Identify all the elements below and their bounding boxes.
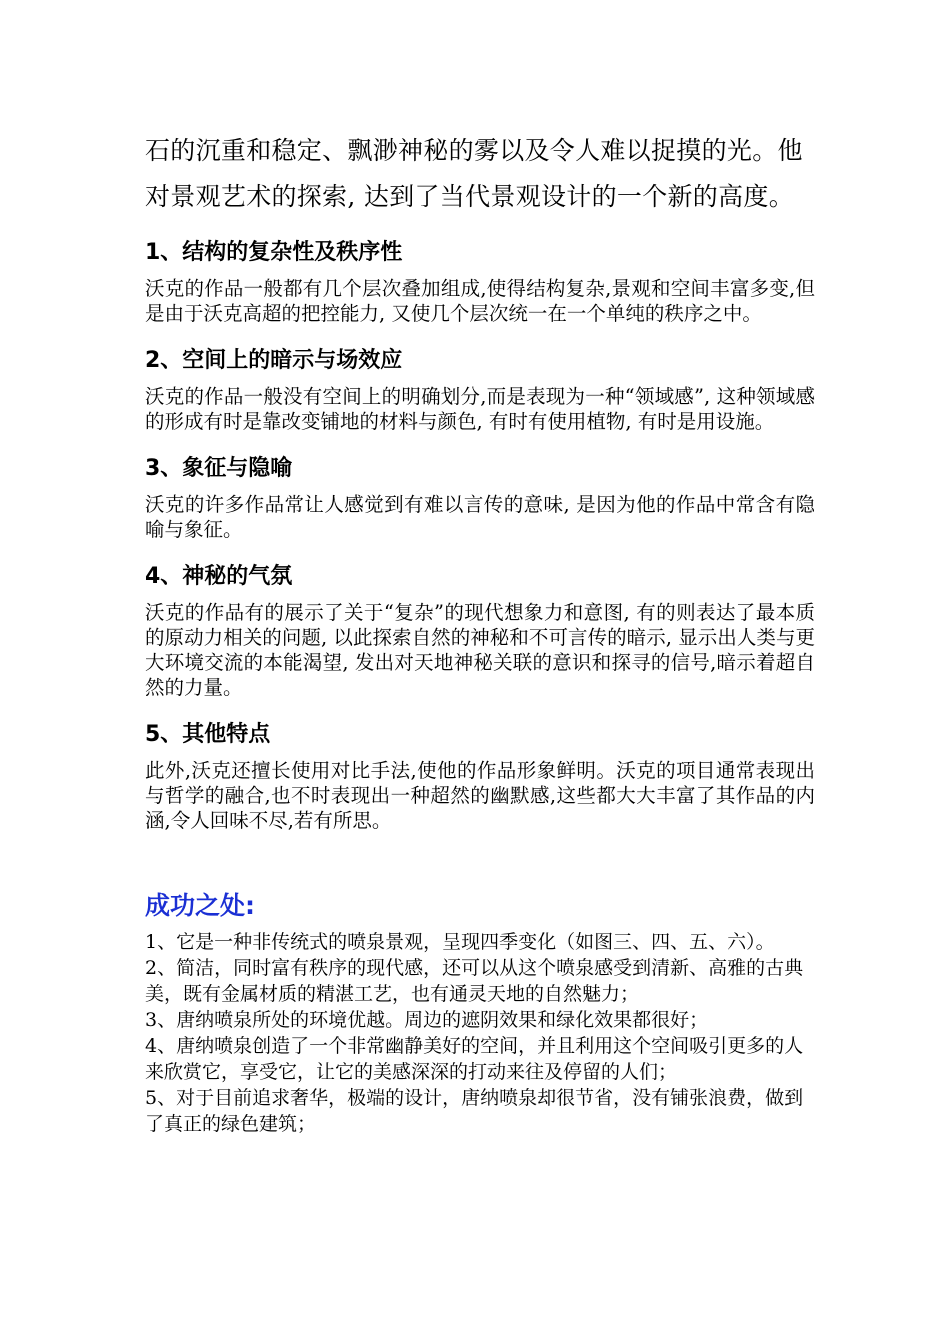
section-body: 此外,沃克还擅长使用对比手法,使他的作品形象鲜明。沃克的项目通常表现出与哲学的融合,也不时表现出一种超然的幽默感,这些都大大丰富了其作品的内涵,令人回味不尽,若有所思。 [145, 759, 815, 832]
document-page [145, 128, 815, 1137]
section-body: 沃克的许多作品常让人感觉到有难以言传的意味, 是因为他的作品中常含有隐喻与象征。 [145, 493, 815, 541]
section-heading: 1、结构的复杂性及秩序性 [145, 240, 403, 265]
section-body: 沃克的作品一般没有空间上的明确划分,而是表现为一种“领域感”, 这种领域感的形成有时是靠改变铺地的材料与颜色, 有时有使用植物, 有时是用设施。 [145, 385, 815, 433]
intro-line-1: 石的沉重和稳定、飘渺神秘的雾以及令人难以捉摸的光。他 [145, 136, 803, 165]
intro-paragraph [145, 128, 815, 220]
success-title: 成功之处: [145, 891, 255, 920]
success-item-1: 1、它是一种非传统式的喷泉景观，呈现四季变化（如图三、四、五、六）。 [145, 931, 775, 953]
section-body: 沃克的作品一般都有几个层次叠加组成,使得结构复杂,景观和空间丰富多变,但是由于沃克高超的把控能力, 又使几个层次统一在一个单纯的秩序之中。 [145, 277, 815, 325]
section-heading: 3、象征与隐喻 [145, 456, 293, 481]
success-item-3: 3、唐纳喷泉所处的环境优越。周边的遮阴效果和绿化效果都很好； [145, 1009, 709, 1031]
section-1 [145, 238, 815, 326]
section-heading: 5、其他特点 [145, 722, 271, 747]
success-item-5: 5、对于目前追求奢华，极端的设计，唐纳喷泉却很节省，没有铺张浪费，做到了真正的绿色建筑； [145, 1087, 804, 1135]
section-body: 沃克的作品有的展示了关于“复杂”的现代想象力和意图, 有的则表达了最本质的原动力相关的问题, 以此探索自然的神秘和不可言传的暗示, 显示出人类与更大环境交流的本能渴望, 发出对天地神秘关联的意识和探寻的信号,暗示着超自然的力量。 [145, 601, 815, 699]
intro-line-2: 对景观艺术的探索, 达到了当代景观设计的一个新的高度。 [145, 182, 794, 211]
section-2 [145, 346, 815, 434]
section-5 [145, 720, 815, 833]
success-item-2: 2、简洁，同时富有秩序的现代感，还可以从这个喷泉感受到清新、高雅的古典美，既有金属材质的精湛工艺，也有通灵天地的自然魅力； [145, 957, 804, 1005]
section-4 [145, 562, 815, 700]
section-3 [145, 454, 815, 542]
section-heading: 2、空间上的暗示与场效应 [145, 348, 403, 373]
success-section [145, 889, 815, 1137]
success-item-4: 4、唐纳喷泉创造了一个非常幽静美好的空间，并且利用这个空间吸引更多的人来欣赏它，享受它，让它的美感深深的打动来往及停留的人们； [145, 1035, 804, 1083]
section-heading: 4、神秘的气氛 [145, 564, 293, 589]
